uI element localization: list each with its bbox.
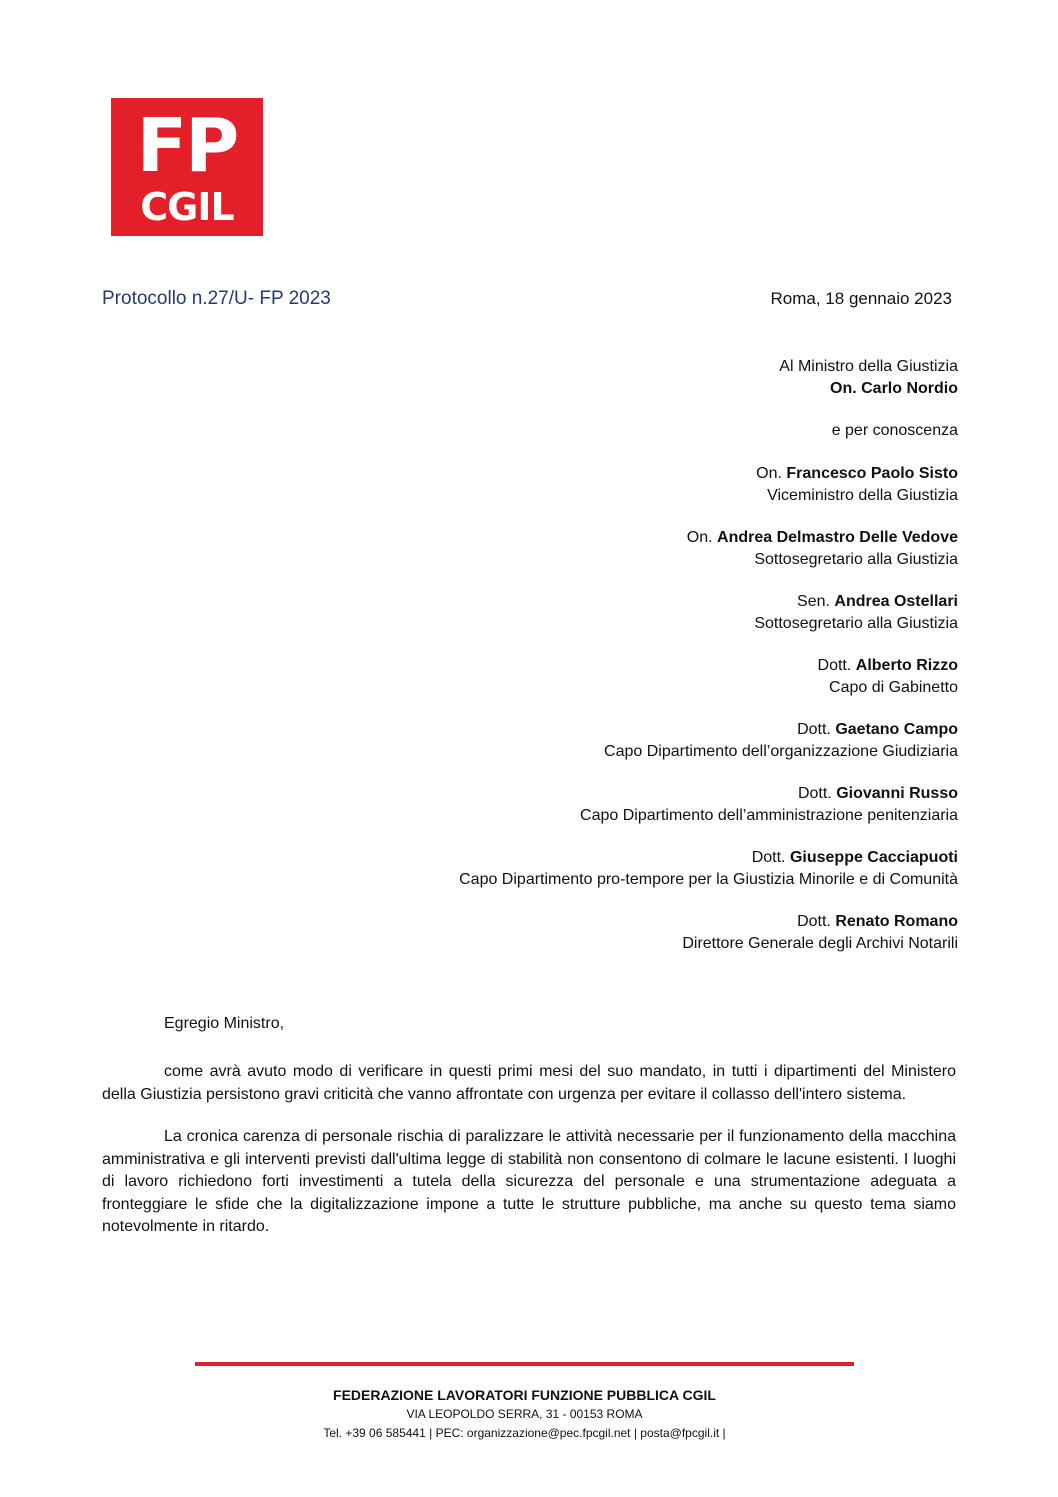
recipient-role: Capo Dipartimento pro-tempore per la Giustizia Minorile e di Comunità <box>459 871 958 888</box>
recipients-block <box>258 356 958 975</box>
recipient-title: Dott. <box>817 657 852 674</box>
recipient-cc <box>258 911 958 955</box>
logo-line-cgil: CGIL <box>140 185 234 229</box>
logo-line-fp: FP <box>136 103 238 189</box>
recipient-role: Capo di Gabinetto <box>829 679 958 696</box>
recipient-cc <box>258 719 958 763</box>
body-paragraph: La cronica carenza di personale rischia di paralizzare le attività necessarie per il funzionamento della macchina amministrativa e gli interventi previsti dall'ultima legge di stabilità non consentono di colmare le lacune esistenti. I luoghi di lavoro richiedono forti investimenti a tutela della sicurezza del personale e una strumentazione adeguata a fronteggiare le sfide che la digitalizzazione impone a tutte le strutture pubbliche, ma anche su questo tema siamo notevolmente in ritardo. <box>102 1128 956 1235</box>
footer-organization: FEDERAZIONE LAVORATORI FUNZIONE PUBBLICA CGIL <box>333 1387 716 1403</box>
footer <box>195 1385 854 1443</box>
letter-date: Roma, 18 gennaio 2023 <box>770 289 952 308</box>
cc-label: e per conoscenza <box>831 422 958 439</box>
recipient-role: Sottosegretario alla Giustizia <box>754 615 958 632</box>
footer-contacts: Tel. +39 06 585441 | PEC: organizzazione@pec.fpcgil.net | posta@fpcgil.it | <box>323 1426 726 1440</box>
recipient-title: Dott. <box>797 721 831 738</box>
recipient-title: Dott. <box>797 913 831 930</box>
recipient-name: Andrea Delmastro Delle Vedove <box>717 529 958 546</box>
protocol-number: Protocollo n.27/U- FP 2023 <box>102 288 331 309</box>
fp-cgil-logo <box>111 98 263 236</box>
recipient-role: Viceministro della Giustizia <box>767 487 958 504</box>
salutation: Egregio Ministro, <box>164 1015 285 1032</box>
recipient-name: Andrea Ostellari <box>834 593 958 610</box>
recipient-title: Sen. <box>797 593 830 610</box>
recipient-cc <box>258 463 958 507</box>
recipient-cc <box>258 591 958 635</box>
recipient-role: Sottosegretario alla Giustizia <box>754 551 958 568</box>
recipient-cc <box>258 783 958 827</box>
recipient-name: On. Carlo Nordio <box>830 380 958 397</box>
recipient-name: Giuseppe Cacciapuoti <box>789 849 958 866</box>
body-paragraph: come avrà avuto modo di verificare in questi primi mesi del suo mandato, in tutti i dipartimenti del Ministero della Giustizia persistono gravi criticità che vanno affrontate con urgenza per evitare il collasso dell'intero sistema. <box>102 1063 956 1103</box>
recipient-title: On. <box>756 465 782 482</box>
recipient-title: On. <box>686 529 713 546</box>
recipient-name: Alberto Rizzo <box>855 657 958 674</box>
recipient-cc <box>258 527 958 571</box>
letter-body <box>102 1061 956 1259</box>
recipient-title: Dott. <box>797 785 832 802</box>
recipient-role: Capo Dipartimento dell’amministrazione penitenziaria <box>580 807 958 824</box>
recipient-title: Dott. <box>751 849 786 866</box>
recipient-name: Francesco Paolo Sisto <box>786 465 958 482</box>
recipient-role: Direttore Generale degli Archivi Notarili <box>682 935 958 952</box>
recipient-main <box>258 356 958 400</box>
recipient-cc <box>258 847 958 891</box>
recipient-name: Gaetano Campo <box>835 721 958 738</box>
recipient-role: Capo Dipartimento dell’organizzazione Giudiziaria <box>604 743 958 760</box>
recipient-role: Al Ministro della Giustizia <box>779 358 958 375</box>
recipient-name: Giovanni Russo <box>836 785 958 802</box>
recipient-cc <box>258 655 958 699</box>
footer-divider <box>195 1362 854 1366</box>
footer-address: VIA LEOPOLDO SERRA, 31 - 00153 ROMA <box>406 1407 643 1421</box>
recipient-name: Renato Romano <box>835 913 958 930</box>
